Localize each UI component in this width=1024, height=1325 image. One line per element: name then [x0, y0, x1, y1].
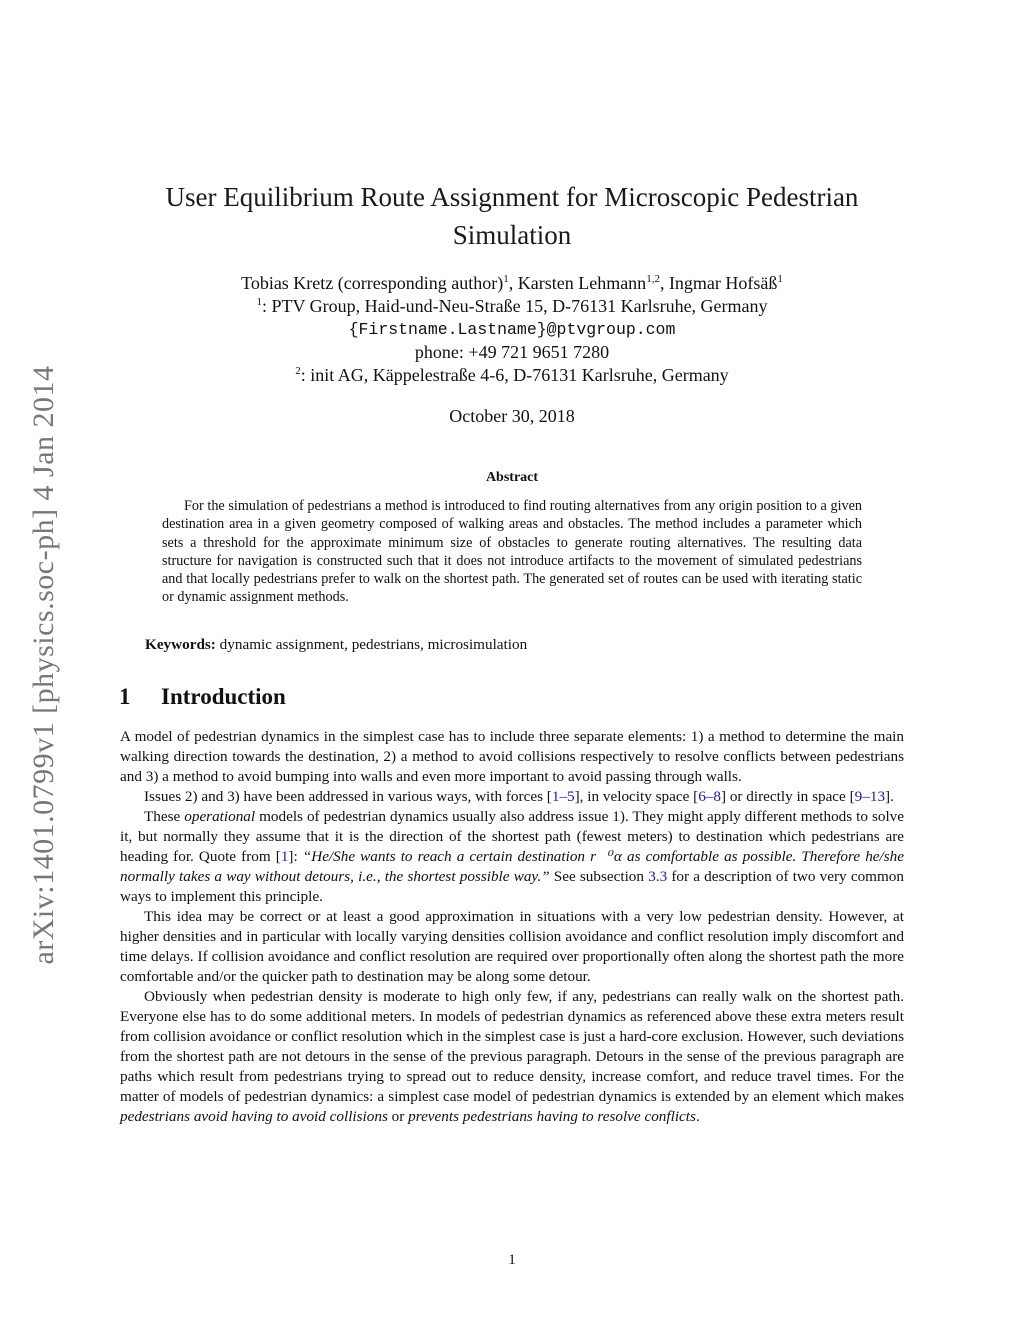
paragraph-3: [120, 807, 904, 907]
p3-emphasis: operational: [184, 808, 256, 825]
author-email[interactable]: {Firstname.Lastname}@ptvgroup.com: [348, 320, 676, 339]
citation-link[interactable]: 6–8: [698, 788, 721, 805]
abstract-heading: Abstract: [485, 470, 539, 485]
p5-emphasis-2: prevents pedestrians having to resolve conflicts: [408, 1108, 696, 1125]
keywords-label: Keywords:: [145, 636, 216, 653]
paper-title: [120, 178, 904, 254]
title-line-1: User Equilibrium Route Assignment for Microscopic Pedestrian: [165, 182, 859, 212]
author-3: , Ingmar Hofsäß: [659, 273, 778, 293]
page-number: 1: [508, 1252, 516, 1268]
author-2: , Karsten Lehmann: [508, 273, 647, 293]
p5-text-b: or: [387, 1108, 409, 1125]
paper-date: October 30, 2018: [449, 406, 575, 426]
affiliation-2-mark: 2: [295, 365, 301, 377]
p3-text-a: These: [144, 808, 185, 825]
author-1: Tobias Kretz (corresponding author): [241, 273, 504, 293]
citation-link[interactable]: 1–5: [551, 788, 575, 805]
p5-text-a: Obviously when pedestrian density is moderate to high only few, if any, pedestrians can really walk on the shortest path. Everyone else has to do some additional meters. In models of pedestrian dynamics as referenced above these extra meters result from collision avoidance or conflict resolution which in the simplest case is just a hard-core exclusion. However, such deviations from the shortest path are not detours in the sense of the previous paragraph. Detours in the sense of the previous paragraph are paths which result from pedestrians trying to spread out to reduce density, increase comfort, and reduce travel times. For the matter of models of pedestrian dynamics: a simplest case model of pedestrian dynamics is extended by an element which makes: [120, 988, 904, 1105]
affiliation-1-text: : PTV Group, Haid-und-Neu-Straße 15, D-76131 Karlsruhe, Germany: [261, 296, 768, 316]
p2-text-a: Issues 2) and 3) have been addressed in various ways, with forces [: [144, 788, 552, 805]
section-number: 1: [119, 684, 131, 709]
p3-text-e: for a description of two very common ways to implement this principle.: [120, 868, 904, 905]
section-body: [120, 727, 904, 1127]
keywords: [145, 636, 885, 654]
affiliation-1: [120, 295, 904, 318]
section-heading: [119, 684, 286, 710]
subsection-link[interactable]: 3.3: [648, 868, 668, 885]
abstract-text: For the simulation of pedestrians a method is introduced to find routing alternatives from any origin position to a given destination area in a given geometry composed of walking areas and obstacles. The method includes a parameter which sets a threshold for the approximate minimum size of obstacles to generate routing alternatives. The resulting data structure for navigation is constructed such that it does not introduce artifacts to the movement of simulated pedestrians and that locally pedestrians prefer to walk on the shortest path. The generated set of routes can be used with iterating static or dynamic assignment methods.: [162, 498, 862, 606]
citation-link[interactable]: 1: [280, 848, 289, 865]
affiliation-2-text: : init AG, Käppelestraße 4-6, D-76131 Karlsruhe, Germany: [300, 365, 729, 385]
p3-text-b: models of pedestrian dynamics usually also address issue 1). They might apply different methods to solve it, but normally they assume that it is the direction of the shortest path (fewest meters) to destination which pedestrians are heading for. Quote from [: [120, 808, 905, 865]
affiliation-2: [120, 364, 904, 387]
paragraph-1: A model of pedestrian dynamics in the simplest case has to include three separate elements: 1) a method to determine the main walking direction towards the destination, 2) a method to avoid collisions respectively to resolve conflicts between pedestrians and 3) a method to avoid bumping into walls and even more important to avoid passing through walls.: [120, 728, 904, 785]
author-phone: phone: +49 721 9651 7280: [414, 342, 610, 362]
author-block: [120, 272, 904, 387]
title-line-2: Simulation: [452, 220, 572, 250]
author-1-affil: 1: [503, 273, 509, 285]
keywords-text: dynamic assignment, pedestrians, microsimulation: [219, 636, 528, 653]
author-3-affil: 1: [777, 273, 783, 285]
paragraph-5: [120, 987, 904, 1127]
p3-text-d: See subsection: [549, 868, 649, 885]
citation-link[interactable]: 9–13: [854, 788, 886, 805]
p5-emphasis-1: pedestrians avoid having to avoid collisions: [120, 1108, 388, 1125]
p2-text-b: ], in velocity space [: [574, 788, 699, 805]
paragraph-4: This idea may be correct or at least a good approximation in situations with a very low pedestrian density. However, at higher densities and in particular with locally varying densities collision avoidance and conflict resolution imply discomfort and time delays. If collision avoidance and conflict resolution are required over proportionally often along the shortest path the more comfortable and/or the quicker path to destination may be along some detour.: [120, 908, 904, 985]
affiliation-1-mark: 1: [256, 296, 262, 308]
p2-text-c: ] or directly in space [: [720, 788, 855, 805]
author-2-affil: 1,2: [646, 273, 660, 285]
p3-quote: “He/She wants to reach a certain destination r⃗⁰α as comfortable as possible. Therefore he/she normally takes a way without detours, i.e., the shortest possible way.”: [120, 848, 904, 885]
p5-text-c: .: [695, 1108, 700, 1125]
arxiv-identifier[interactable]: arXiv:1401.0799v1 [physics.soc-ph] 4 Jan 2014: [27, 365, 60, 965]
p2-text-d: ].: [885, 788, 894, 805]
p3-text-c: ]:: [288, 848, 303, 865]
paragraph-2: [120, 787, 904, 807]
author-names: [120, 272, 904, 295]
section-title: Introduction: [161, 684, 286, 709]
